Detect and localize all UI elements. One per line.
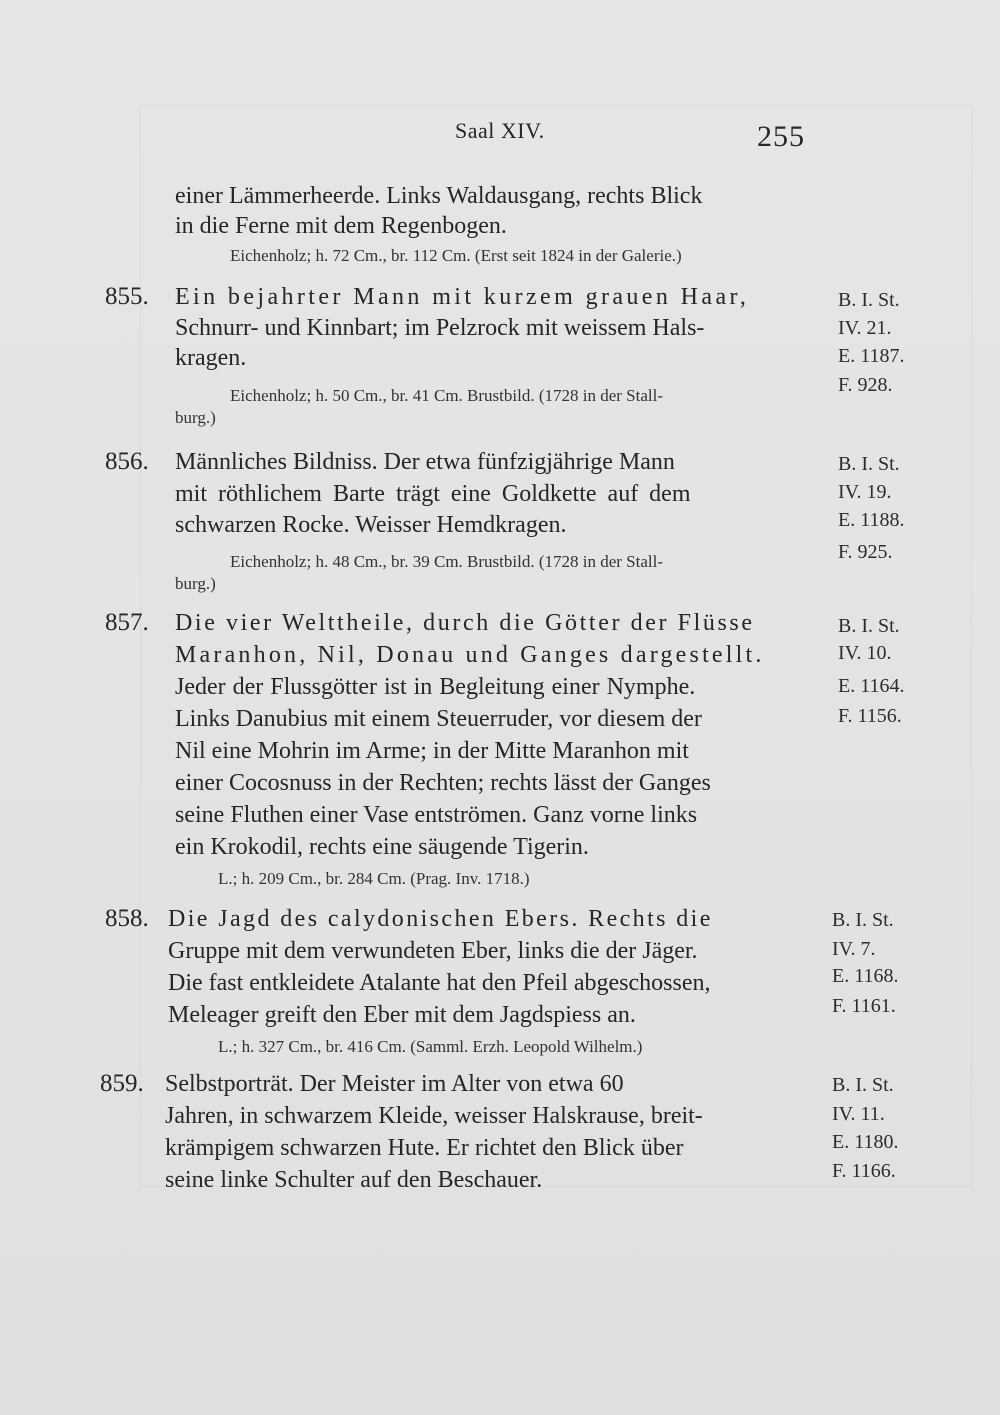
ref-e: E. 1168.: [832, 965, 899, 987]
intro-line-1: [175, 181, 825, 211]
entry-note: L.; h. 209 Cm., br. 284 Cm. (Prag. Inv. 1718.): [218, 869, 530, 888]
entry-number: 856.: [105, 448, 149, 475]
ref-e: E. 1180.: [832, 1131, 899, 1153]
entry-number: 857.: [105, 609, 149, 636]
entry-line: Jahren, in schwarzem Kleide, weisser Halskrause, breit-: [165, 1103, 703, 1129]
entry-line: Gruppe mit dem verwundeten Eber, links die der Jäger.: [168, 938, 698, 964]
entry-line: Ein bejahrter Mann mit kurzem grauen Haar,: [175, 284, 750, 310]
entry-line: Schnurr- und Kinnbart; im Pelzrock mit weissem Hals-: [175, 315, 705, 341]
ref-f: F. 1156.: [838, 705, 902, 727]
intro-note: Eichenholz; h. 72 Cm., br. 112 Cm. (Erst seit 1824 in der Galerie.): [230, 246, 682, 265]
ref-e: E. 1188.: [838, 509, 905, 531]
entry-line: seine Fluthen einer Vase entströmen. Ganz vorne links: [175, 802, 698, 828]
entry-note: L.; h. 327 Cm., br. 416 Cm. (Samml. Erzh. Leopold Wilhelm.): [218, 1037, 643, 1056]
ref-f: F. 925.: [838, 541, 893, 563]
entry-line: Nil eine Mohrin im Arme; in der Mitte Maranhon mit: [175, 738, 689, 764]
entry-line: Die fast entkleidete Atalante hat den Pfeil abgeschossen,: [168, 970, 711, 996]
entry-line: Männliches Bildniss. Der etwa fünfzigjährige Mann: [175, 449, 675, 475]
entry-line: Die vier Welttheile, durch die Götter der Flüsse: [175, 610, 755, 636]
entry-line: schwarzen Rocke. Weisser Hemdkragen.: [175, 512, 567, 538]
entry-note: burg.): [175, 574, 216, 593]
entry-line: Jeder der Flussgötter ist in Begleitung einer Nymphe.: [175, 674, 696, 700]
running-header-title: Saal XIV.: [455, 118, 545, 143]
entry-line: kragen.: [175, 345, 247, 371]
entry-line: seine linke Schulter auf den Beschauer.: [165, 1167, 543, 1193]
entry-line: ein Krokodil, rechts eine säugende Tigerin.: [175, 834, 589, 860]
ref-f: F. 928.: [838, 374, 893, 396]
ref-e: E. 1187.: [838, 345, 905, 367]
intro-line-1-text: einer Lämmerheerde. Links Waldausgang, rechts Blick: [175, 183, 703, 209]
intro-line-2: in die Ferne mit dem Regenbogen.: [175, 213, 507, 239]
ref-bistern: B. I. St.: [838, 289, 900, 311]
ref-f: F. 1161.: [832, 995, 896, 1017]
entry-line: Maranhon, Nil, Donau und Ganges dargestellt.: [175, 642, 765, 668]
entry-line: Meleager greift den Eber mit dem Jagdspiess an.: [168, 1002, 636, 1028]
ref-bistern: B. I. St.: [838, 615, 900, 637]
entry-line: Die Jagd des calydonischen Ebers. Rechts die: [168, 906, 713, 932]
ref-bistern: B. I. St.: [832, 909, 894, 931]
ref-bistern: B. I. St.: [838, 453, 900, 475]
ref-volume: IV. 7.: [832, 938, 876, 960]
ref-volume: IV. 11.: [832, 1103, 885, 1125]
entry-note: Eichenholz; h. 48 Cm., br. 39 Cm. Brustbild. (1728 in der Stall-: [230, 552, 663, 571]
ref-volume: IV. 21.: [838, 317, 892, 339]
ref-bistern: B. I. St.: [832, 1074, 894, 1096]
entry-line: Links Danubius mit einem Steuerruder, vor diesem der: [175, 706, 702, 732]
entry-number: 858.: [105, 905, 149, 932]
ref-f: F. 1166.: [832, 1160, 896, 1182]
entry-line: mit röthlichem Barte trägt eine Goldkette auf dem: [175, 481, 691, 507]
entry-line: Selbstporträt. Der Meister im Alter von etwa 60: [165, 1071, 624, 1097]
entry-line: krämpigem schwarzen Hute. Er richtet den Blick über: [165, 1135, 684, 1161]
entry-number: 855.: [105, 283, 149, 310]
entry-line: einer Cocosnuss in der Rechten; rechts lässt der Ganges: [175, 770, 711, 796]
page-number: 255: [757, 120, 805, 153]
entry-note: Eichenholz; h. 50 Cm., br. 41 Cm. Brustbild. (1728 in der Stall-: [230, 386, 663, 405]
entry-number: 859.: [100, 1070, 144, 1097]
ref-volume: IV. 19.: [838, 481, 892, 503]
ref-e: E. 1164.: [838, 675, 905, 697]
ref-volume: IV. 10.: [838, 642, 892, 664]
entry-note: burg.): [175, 408, 216, 427]
